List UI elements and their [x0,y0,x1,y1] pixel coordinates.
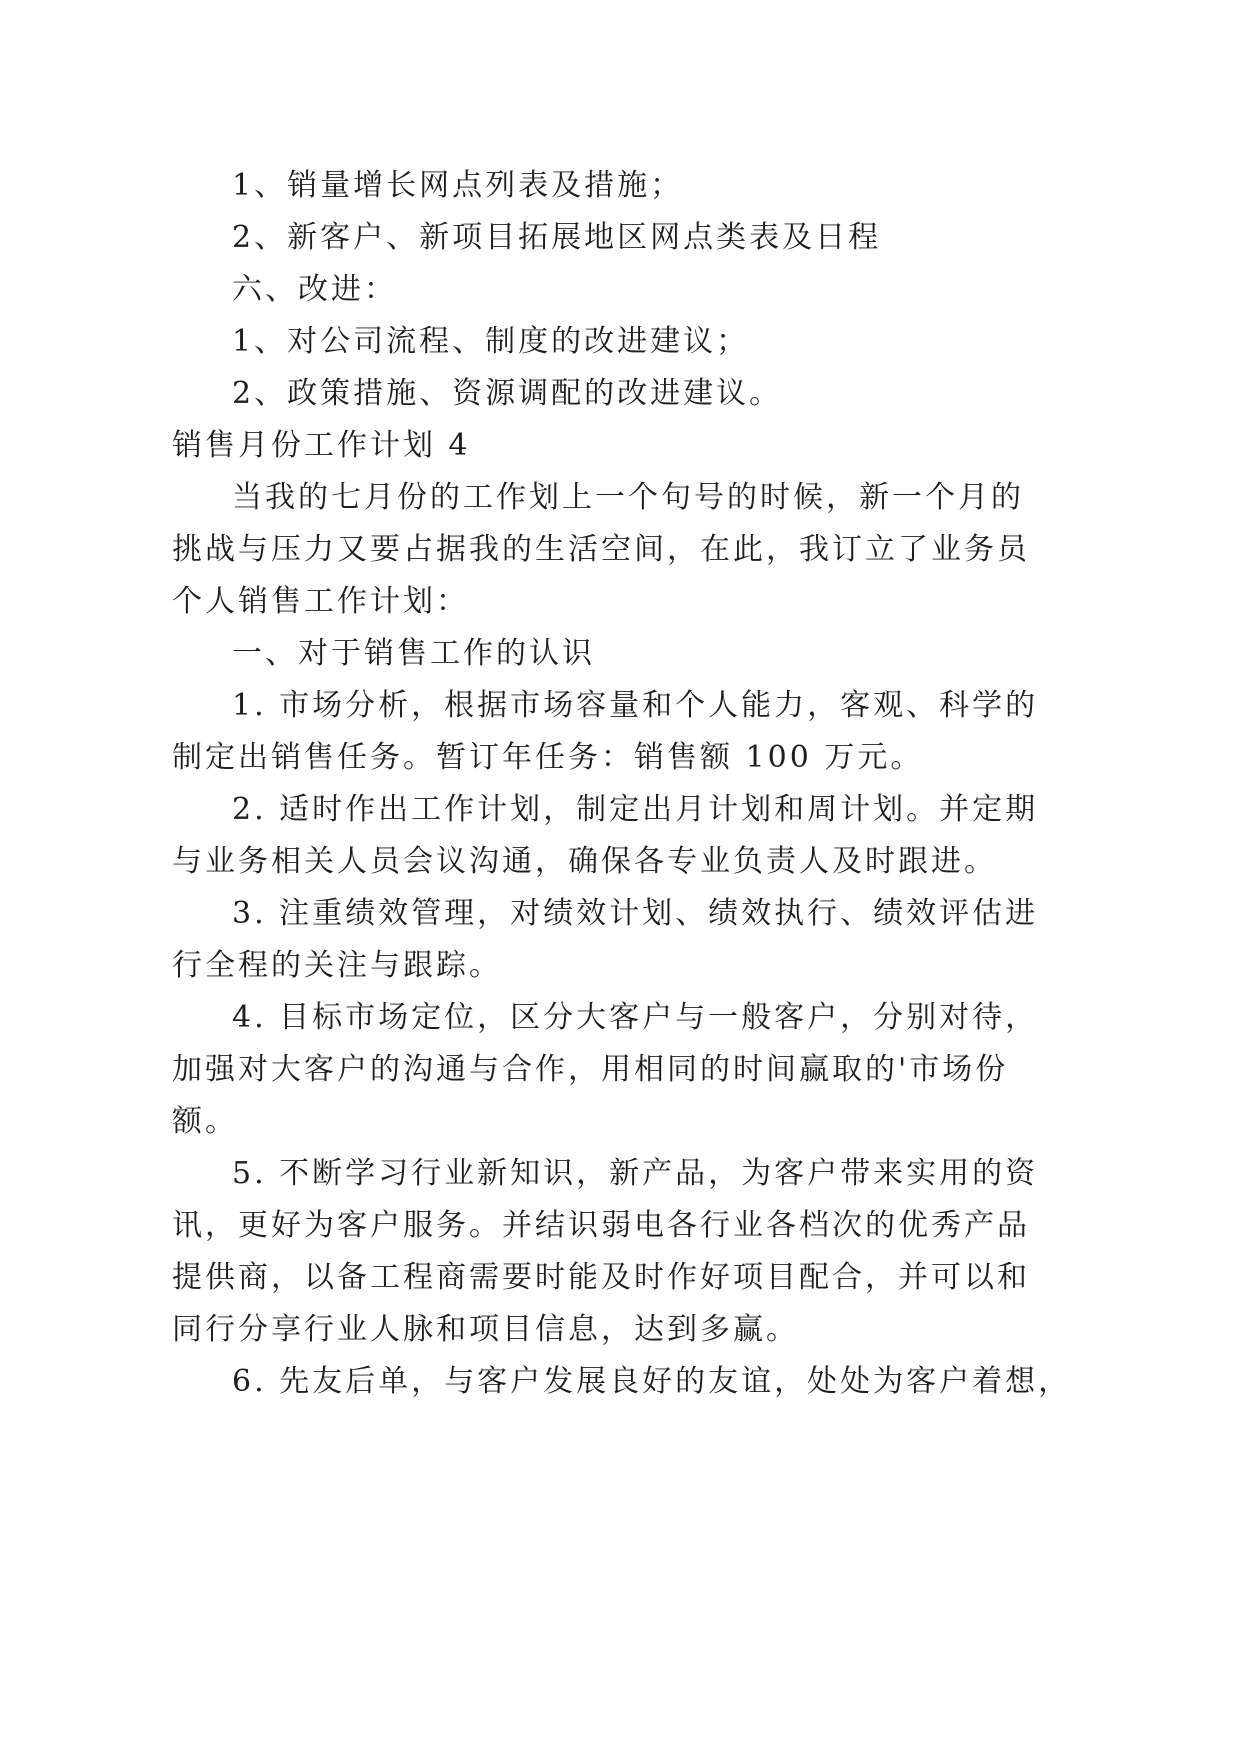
text-line: 5. 不断学习行业新知识，新产品，为客户带来实用的资 [232,1156,1039,1191]
text-line: 加强对大客户的沟通与合作，用相同的时间赢取的'市场份 [172,1052,1009,1087]
text-line: 额。 [172,1104,238,1139]
text-line: 个人销售工作计划： [172,584,469,619]
text-line: 行全程的关注与跟踪。 [172,948,502,983]
text-line: 当我的七月份的工作划上一个句号的时候，新一个月的 [232,480,1024,515]
section-heading: 六、改进： [232,272,397,307]
text-line: 6. 先友后单，与客户发展良好的友谊，处处为客户着想， [232,1364,1072,1399]
text-line: 1、销量增长网点列表及措施； [232,168,684,203]
document-title: 销售月份工作计划 4 [172,428,471,463]
text-line: 2、政策措施、资源调配的改进建议。 [232,376,783,411]
text-line: 制定出销售任务。暂订年任务：销售额 100 万元。 [172,740,924,775]
text-line: 3. 注重绩效管理，对绩效计划、绩效执行、绩效评估进 [232,896,1039,931]
text-line: 2. 适时作出工作计划，制定出月计划和周计划。并定期 [232,792,1039,827]
text-line: 1、对公司流程、制度的改进建议； [232,324,750,359]
text-line: 同行分享行业人脉和项目信息，达到多赢。 [172,1312,799,1347]
text-line: 挑战与压力又要占据我的生活空间，在此，我订立了业务员 [172,532,1030,567]
text-line: 2、新客户、新项目拓展地区网点类表及日程 [232,220,882,255]
text-line: 讯，更好为客户服务。并结识弱电各行业各档次的优秀产品 [172,1208,1030,1243]
text-line: 提供商，以备工程商需要时能及时作好项目配合，并可以和 [172,1260,1030,1295]
text-line: 1. 市场分析，根据市场容量和个人能力，客观、科学的 [232,688,1039,723]
text-line: 与业务相关人员会议沟通，确保各专业负责人及时跟进。 [172,844,997,879]
section-heading: 一、对于销售工作的认识 [232,636,595,671]
text-line: 4. 目标市场定位，区分大客户与一般客户，分别对待， [232,1000,1039,1035]
